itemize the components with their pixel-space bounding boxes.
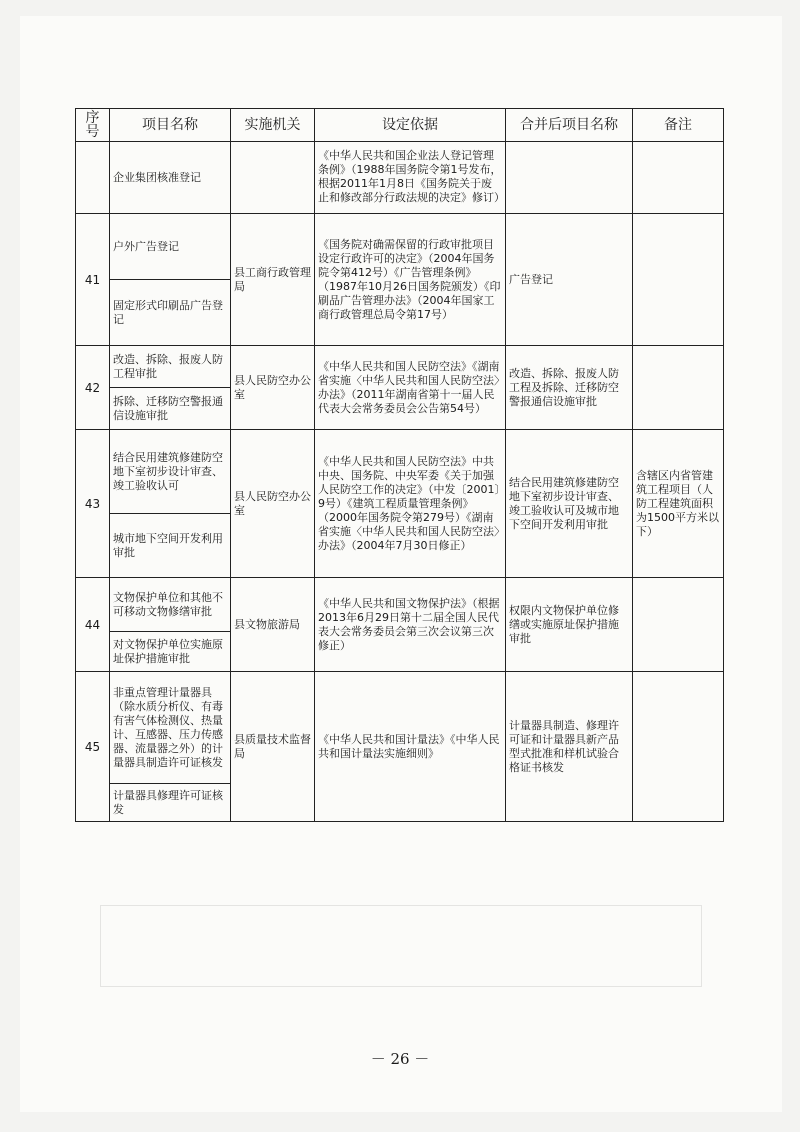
table-row bbox=[76, 578, 724, 632]
row-number: 45 bbox=[76, 672, 110, 822]
row-number bbox=[76, 142, 110, 214]
basis: 《中华人民共和国企业法人登记管理条例》（1988年国务院令第1号发布，根据2011年1月8日《国务院关于废止和修改部分行政法规的决定》修订） bbox=[315, 142, 506, 214]
row-number: 41 bbox=[76, 214, 110, 346]
row-number: 44 bbox=[76, 578, 110, 672]
basis: 《中华人民共和国人民防空法》中共中央、国务院、中央军委《关于加强人民防空工作的决定》（中发〔2001〕9号）《建筑工程质量管理条例》（2000年国务院令第279号）《湖南省实施〈中华人民共和国人民防空法〉办法》（2004年7月30日修正） bbox=[315, 430, 506, 578]
item-name: 企业集团核准登记 bbox=[110, 142, 231, 214]
item-name: 城市地下空间开发利用审批 bbox=[110, 514, 231, 578]
merged-name: 结合民用建筑修建防空地下室初步设计审查、竣工验收认可及城市地下空间开发利用审批 bbox=[506, 430, 633, 578]
row-number: 42 bbox=[76, 346, 110, 430]
merged-name: 计量器具制造、修理许可证和计量器具新产品型式批准和样机试验合格证书核发 bbox=[506, 672, 633, 822]
agency bbox=[231, 142, 315, 214]
page-number: － 26 － bbox=[370, 1050, 430, 1068]
basis: 《国务院对确需保留的行政审批项目设定行政许可的决定》（2004年国务院令第412号）《广告管理条例》（1987年10月26日国务院颁发）《印刷品广告管理办法》（2004年国家工商行政管理总局令第17号） bbox=[315, 214, 506, 346]
merged-name: 广告登记 bbox=[506, 214, 633, 346]
bleed-through-lines bbox=[100, 905, 702, 987]
table-row bbox=[76, 214, 724, 280]
merged-name: 改造、拆除、报废人防工程及拆除、迁移防空警报通信设施审批 bbox=[506, 346, 633, 430]
note bbox=[633, 142, 724, 214]
note bbox=[633, 578, 724, 672]
table-header-row bbox=[76, 109, 724, 142]
item-name: 改造、拆除、报废人防工程审批 bbox=[110, 346, 231, 388]
header-note: 备注 bbox=[633, 109, 724, 142]
agency: 县文物旅游局 bbox=[231, 578, 315, 672]
agency: 县工商行政管理局 bbox=[231, 214, 315, 346]
item-name: 对文物保护单位实施原址保护措施审批 bbox=[110, 632, 231, 672]
merged-name: 权限内文物保护单位修缮或实施原址保护措施审批 bbox=[506, 578, 633, 672]
row-number: 43 bbox=[76, 430, 110, 578]
note bbox=[633, 214, 724, 346]
basis: 《中华人民共和国文物保护法》（根据2013年6月29日第十二届全国人民代表大会常务委员会第三次会议第三次修正） bbox=[315, 578, 506, 672]
approval-items-table bbox=[75, 108, 724, 822]
table-row bbox=[76, 142, 724, 214]
header-agency: 实施机关 bbox=[231, 109, 315, 142]
header-basis: 设定依据 bbox=[315, 109, 506, 142]
item-name: 非重点管理计量器具（除水质分析仪、有毒有害气体检测仪、热量计、互感器、压力传感器、流量器之外）的计量器具制造许可证核发 bbox=[110, 672, 231, 784]
note: 含辖区内省管建筑工程项目（人防工程建筑面积为1500平方米以下） bbox=[633, 430, 724, 578]
basis: 《中华人民共和国人民防空法》《湖南省实施〈中华人民共和国人民防空法〉办法》（2011年湖南省第十一届人民代表大会常务委员会公告第54号） bbox=[315, 346, 506, 430]
table-row bbox=[76, 430, 724, 514]
agency: 县质量技术监督局 bbox=[231, 672, 315, 822]
agency: 县人民防空办公室 bbox=[231, 346, 315, 430]
header-merged-name: 合并后项目名称 bbox=[506, 109, 633, 142]
item-name: 文物保护单位和其他不可移动文物修缮审批 bbox=[110, 578, 231, 632]
basis: 《中华人民共和国计量法》《中华人民共和国计量法实施细则》 bbox=[315, 672, 506, 822]
item-name: 固定形式印刷品广告登记 bbox=[110, 280, 231, 346]
agency: 县人民防空办公室 bbox=[231, 430, 315, 578]
note bbox=[633, 346, 724, 430]
merged-name bbox=[506, 142, 633, 214]
header-item-name: 项目名称 bbox=[110, 109, 231, 142]
item-name: 计量器具修理许可证核发 bbox=[110, 784, 231, 822]
table-row bbox=[76, 346, 724, 388]
header-seq: 序号 bbox=[76, 109, 110, 142]
item-name: 拆除、迁移防空警报通信设施审批 bbox=[110, 388, 231, 430]
note bbox=[633, 672, 724, 822]
item-name: 结合民用建筑修建防空地下室初步设计审查、竣工验收认可 bbox=[110, 430, 231, 514]
item-name: 户外广告登记 bbox=[110, 214, 231, 280]
table-row bbox=[76, 672, 724, 784]
